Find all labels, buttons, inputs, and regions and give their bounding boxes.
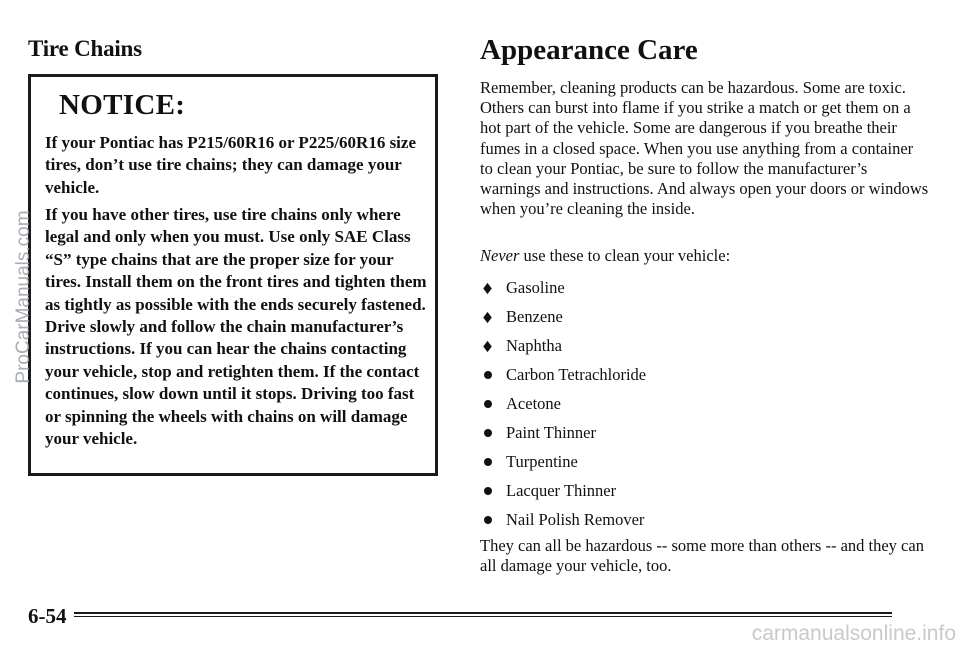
- list-item: [482, 361, 646, 390]
- list-item: [482, 447, 646, 476]
- dot-bullet-icon: [484, 429, 492, 437]
- dot-bullet-icon: [484, 487, 492, 495]
- footer-rule: [74, 612, 892, 617]
- appearance-care-intro: Remember, cleaning products can be hazardous. Some are toxic. Others can burst into flame if you strike a match or get them on a hot part of the vehicle. Some are dangerous if you breathe their fumes in a closed space. When you use anything from a container to clean your Pontiac, be sure to follow the manufacturer’s warnings and instructions. And always open your doors or windows when you’re cleaning the inside.: [480, 78, 929, 219]
- list-item-label: Benzene: [506, 307, 563, 327]
- list-item: [482, 274, 646, 303]
- list-item-label: Gasoline: [506, 278, 565, 298]
- notice-heading: NOTICE:: [59, 89, 186, 121]
- list-item-label: Turpentine: [506, 451, 578, 471]
- list-item-label: Carbon Tetrachloride: [506, 365, 647, 385]
- diamond-bullet-icon: [483, 341, 492, 352]
- never-use-line: [480, 246, 930, 266]
- side-watermark: ProCarManuals.com: [13, 210, 34, 384]
- list-item: [482, 418, 646, 447]
- list-item: [482, 303, 646, 332]
- list-item-label: Paint Thinner: [506, 422, 596, 442]
- left-section-title: Tire Chains: [28, 36, 142, 61]
- notice-paragraph-2: If you have other tires, use tire chains only where legal and only when you must. Use only SAE Class “S” type chains that are the proper size for your tires. Install them on the front tires and tighten them as tightly as possible with the ends securely fastened. Drive slowly and follow the chain manufacturer’s instructions. If you can hear the chains contacting your vehicle, stop and retighten them. If the contact continues, slow down until it stops. Driving too fast or spinning the wheels with chains on will damage your vehicle.: [45, 205, 427, 449]
- list-item-label: Naphtha: [506, 336, 562, 356]
- list-item: [482, 332, 646, 361]
- list-item-label: Nail Polish Remover: [506, 509, 645, 529]
- bottom-watermark: carmanualsonline.info: [751, 622, 956, 645]
- dot-bullet-icon: [484, 371, 492, 379]
- list-item: [482, 390, 646, 419]
- dot-bullet-icon: [484, 400, 492, 408]
- page-number: 6-54: [28, 604, 67, 628]
- hazardous-products-list: [482, 274, 646, 534]
- notice-box: [28, 74, 438, 476]
- diamond-bullet-icon: [483, 312, 492, 323]
- diamond-bullet-icon: [483, 283, 492, 294]
- list-item-label: Acetone: [506, 394, 561, 413]
- never-use-rest: use these to clean your vehicle:: [519, 246, 731, 265]
- list-item-label: Lacquer Thinner: [506, 480, 617, 500]
- appearance-care-outro: They can all be hazardous -- some more than others -- and they can all damage your vehicle, too.: [480, 536, 924, 576]
- never-emphasis: Never: [480, 246, 520, 265]
- list-item: [482, 505, 646, 534]
- appearance-care-title: Appearance Care: [480, 34, 698, 66]
- dot-bullet-icon: [484, 458, 492, 466]
- list-item: [482, 476, 646, 505]
- dot-bullet-icon: [484, 516, 492, 524]
- notice-paragraph-1: If your Pontiac has P215/60R16 or P225/60R16 size tires, don’t use tire chains; they can damage your vehicle.: [45, 133, 416, 197]
